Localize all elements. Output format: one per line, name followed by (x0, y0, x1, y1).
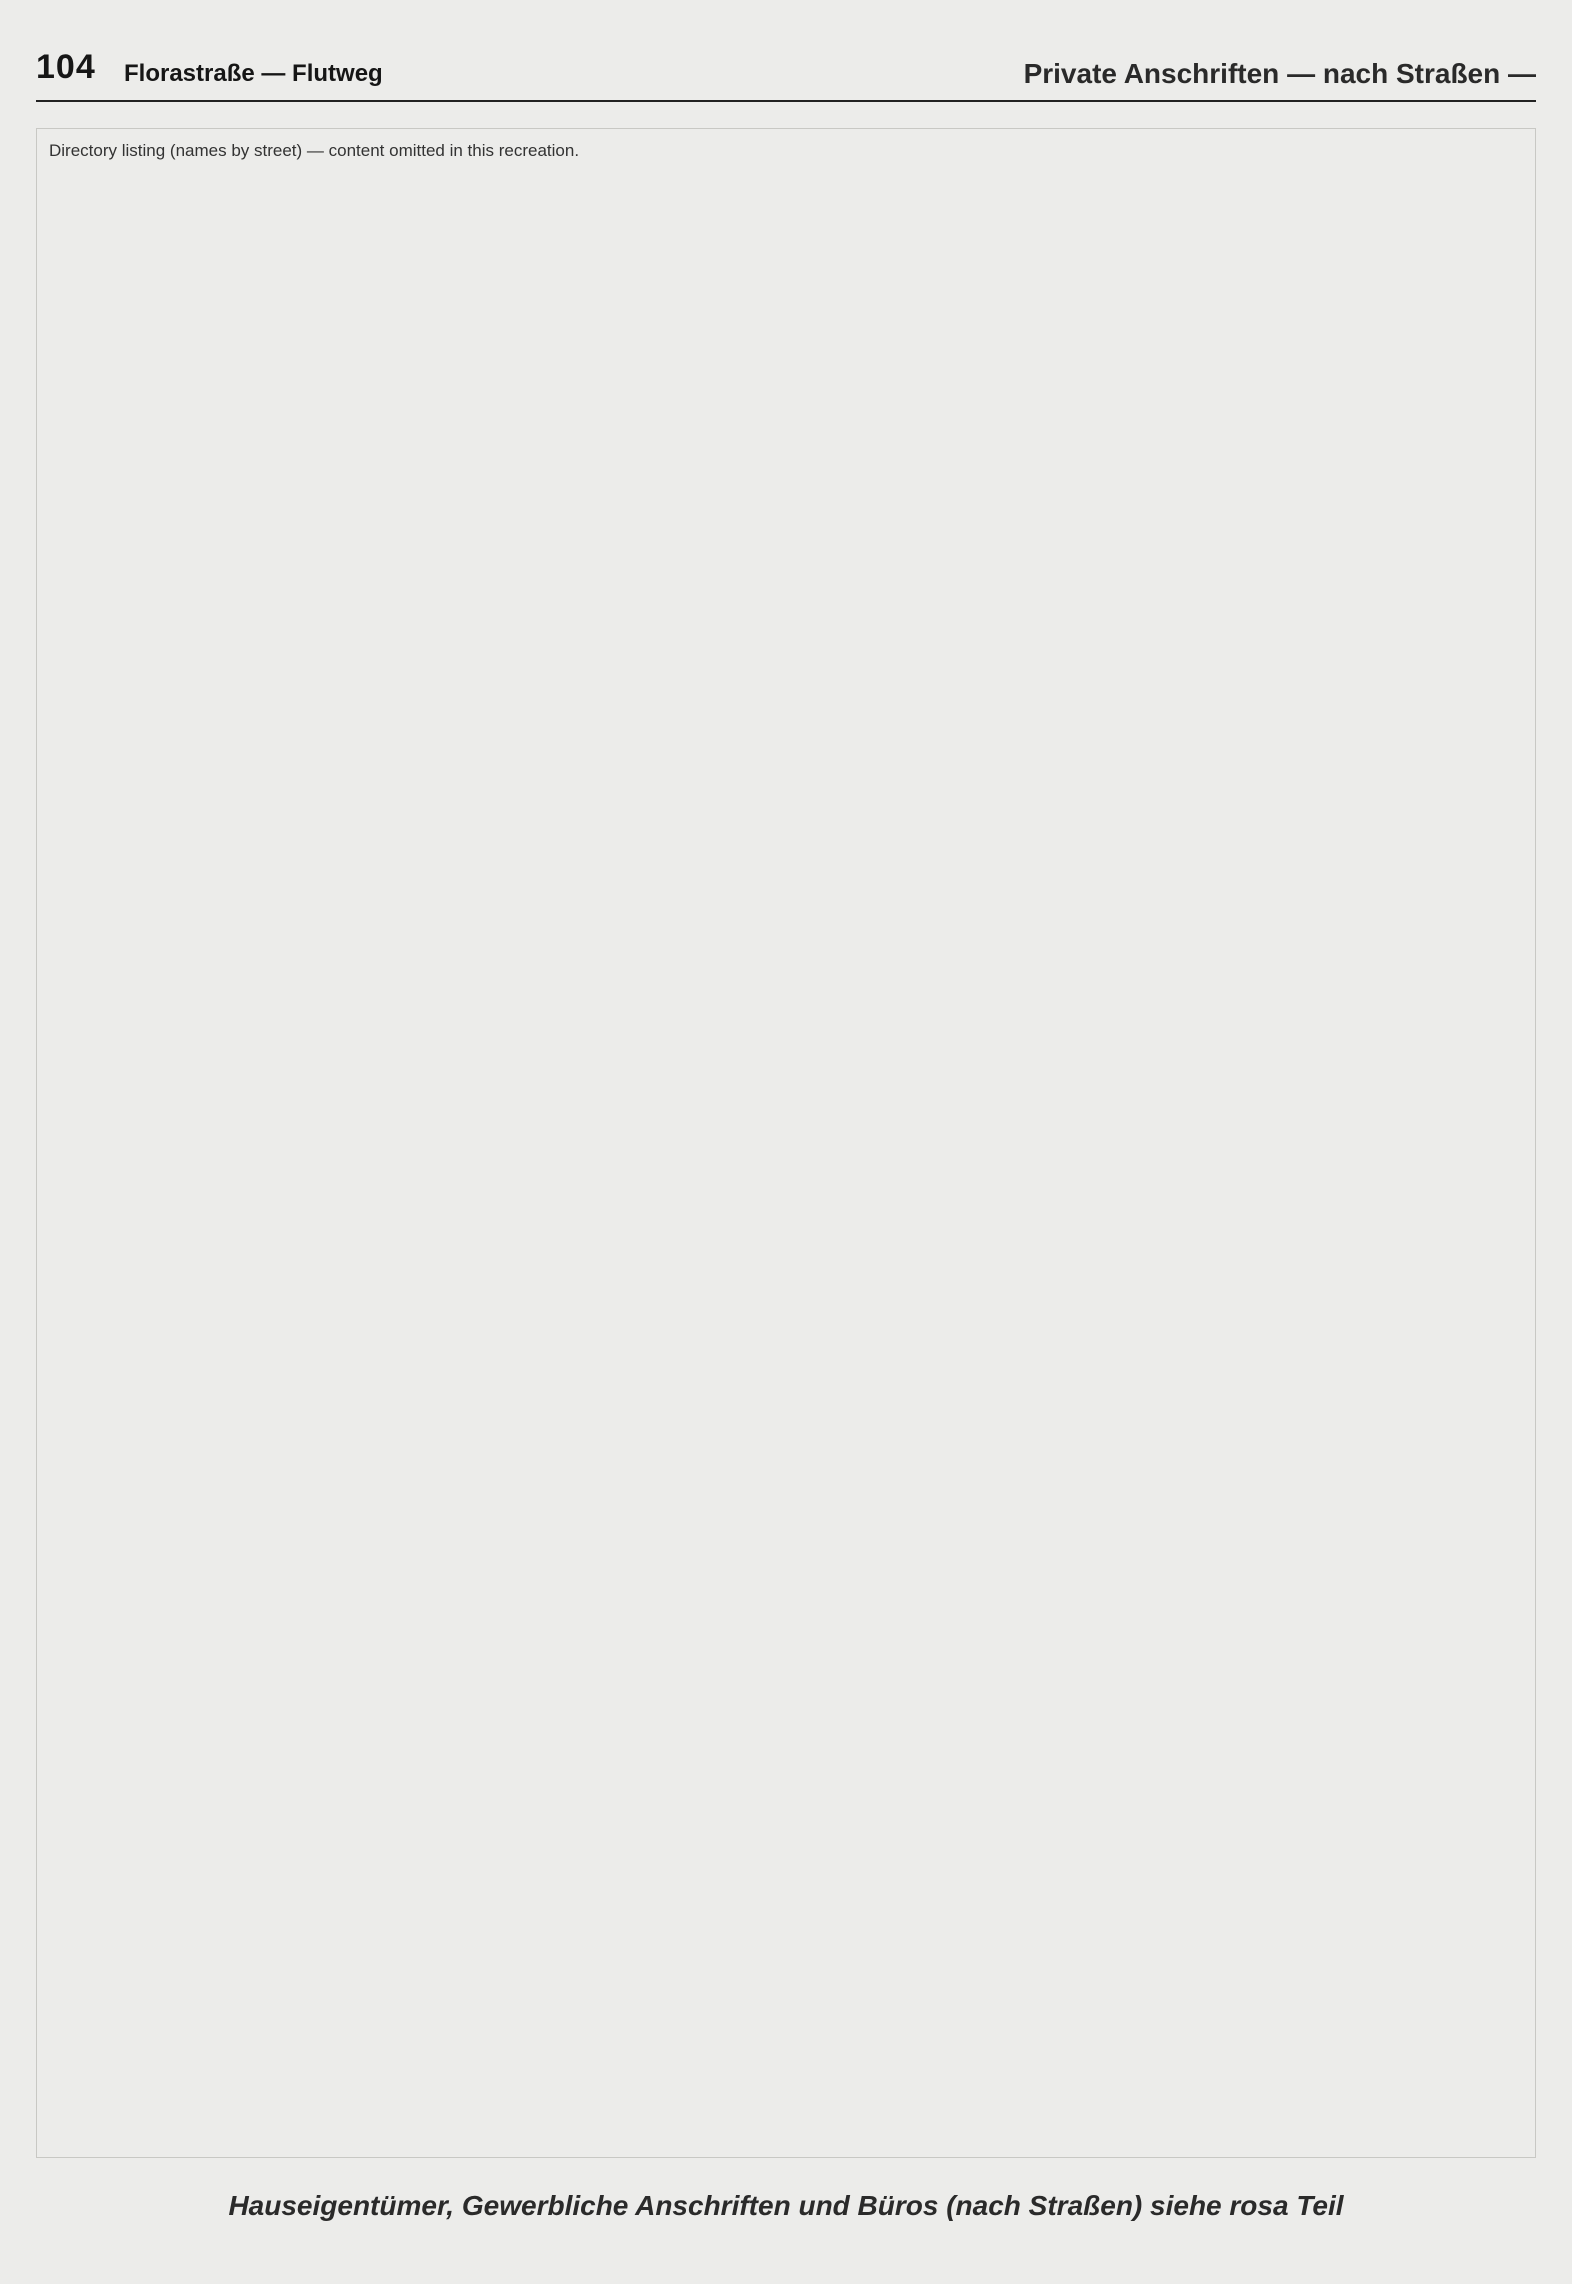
footer-note: Hauseigentümer, Gewerbliche Anschriften und Büros (nach Straßen) siehe rosa Teil (228, 2190, 1344, 2221)
street-range-title: Florastraße — Flutweg (124, 60, 383, 87)
header-rule (36, 100, 1536, 102)
section-title: Private Anschriften — nach Straßen — (1023, 58, 1536, 89)
directory-content-note: Directory listing (names by street) — content omitted in this recreation. (36, 128, 1536, 2158)
page-number: 104 (36, 48, 96, 86)
page-header (36, 48, 1536, 96)
